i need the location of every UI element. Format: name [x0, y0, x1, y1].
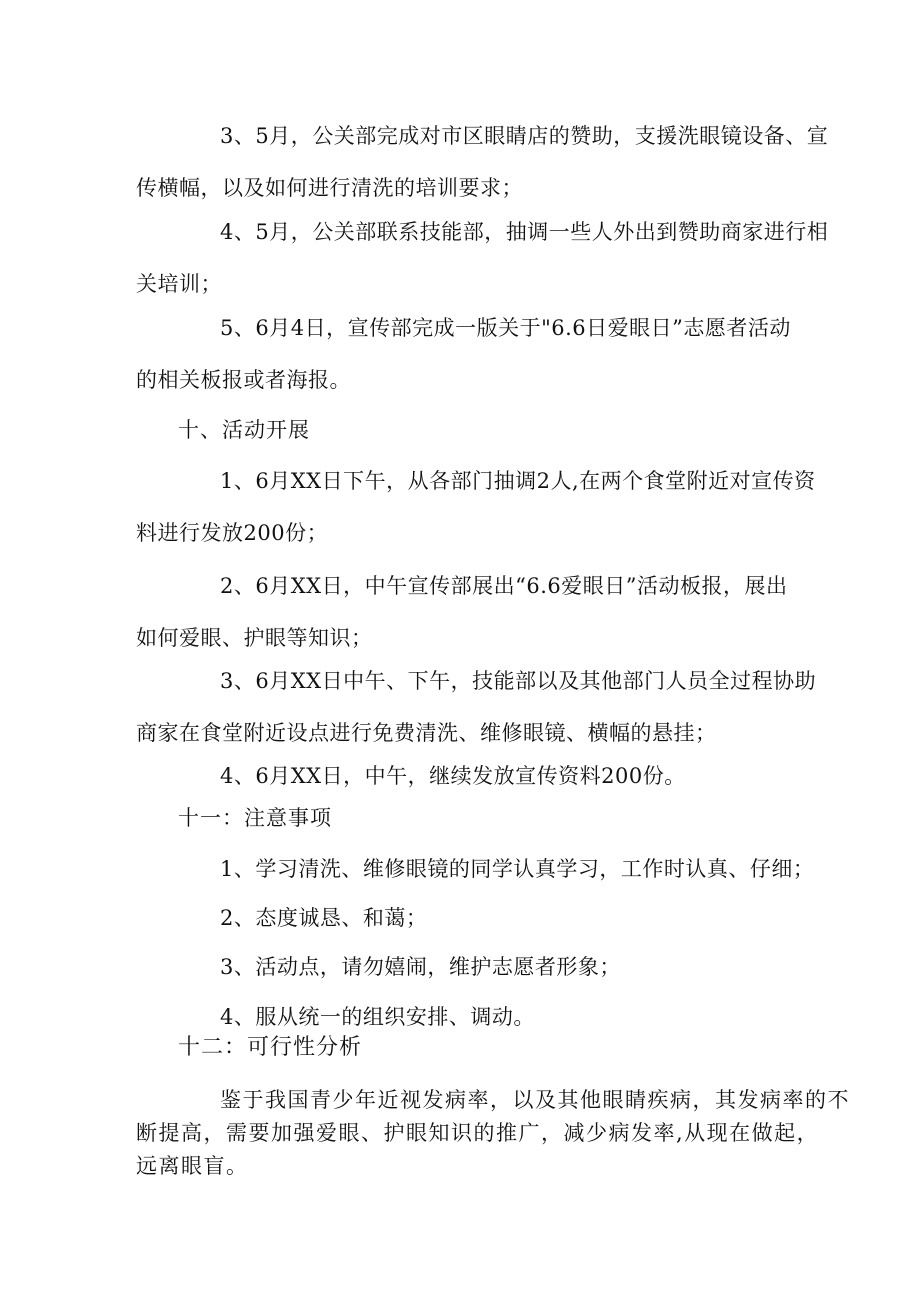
paragraph-activity-3 [136, 655, 817, 759]
text-line: 如何爱眼、护眼等知识； [136, 626, 373, 650]
text-line: 3、6月XX日中午、下午，技能部以及其他部门人员全过程协助 [220, 669, 817, 693]
paragraph-item-3 [136, 110, 829, 214]
paragraph-note-1 [136, 843, 815, 895]
text-line: 鉴于我国青少年近视发病率，以及其他眼睛疾病，其发病率的不 [220, 1088, 850, 1112]
text-line: 的相关板报或者海报。 [136, 368, 351, 392]
text-line: 1、6月XX日下午，从各部门抽调2人,在两个食堂附近对宣传资 [220, 469, 816, 493]
text-line: 商家在食堂附近设点进行免费清洗、维修眼镜、横幅的悬挂； [136, 721, 717, 745]
text-line: 2、态度诚恳、和蔼； [220, 906, 428, 930]
section-heading-notes: 十一：注意事项 [178, 806, 332, 830]
text-line: 关培训； [136, 272, 222, 296]
text-line: 断提高，需要加强爱眼、护眼知识的推广，减少病发率,从现在做起， [136, 1121, 820, 1145]
paragraph-activity-2 [136, 560, 800, 664]
paragraph-item-4 [136, 206, 829, 310]
text-line: 3、5月，公关部完成对市区眼睛店的赞助，支援洗眼镜设备、宣 [220, 124, 829, 148]
section-heading-feasibility: 十二：可行性分析 [178, 1035, 363, 1060]
paragraph-activity-1 [136, 455, 816, 559]
text-line: 料进行发放200份； [136, 521, 329, 545]
text-line: 4、5月，公关部联系技能部，抽调一些人外出到赞助商家进行相 [220, 220, 829, 244]
paragraph-activity-4 [136, 750, 800, 802]
paragraph-note-3 [136, 941, 800, 993]
paragraph-item-5 [136, 302, 800, 406]
text-line: 4、服从统一的组织安排、调动。 [220, 1005, 535, 1029]
text-line: 2、6月XX日，中午宣传部展出“6.6爱眼日”活动板报，展出 [220, 574, 788, 598]
paragraph-note-2 [136, 892, 800, 944]
section-heading-activity: 十、活动开展 [178, 418, 310, 442]
text-line: 1、学习清洗、维修眼镜的同学认真学习，工作时认真、仔细； [220, 857, 815, 881]
text-line: 远离眼盲。 [136, 1154, 249, 1178]
text-line: 3、活动点，请勿嬉闹，维护志愿者形象； [220, 955, 621, 979]
text-line: 5、6月4日，宣传部完成一版关于"6.6日爱眼日”志愿者活动 [220, 316, 791, 340]
paragraph-feasibility [136, 1084, 850, 1183]
text-line: 4、6月XX日，中午，继续发放宣传资料200份。 [220, 764, 686, 788]
text-line: 传横幅，以及如何进行清洗的培训要求； [136, 176, 523, 200]
